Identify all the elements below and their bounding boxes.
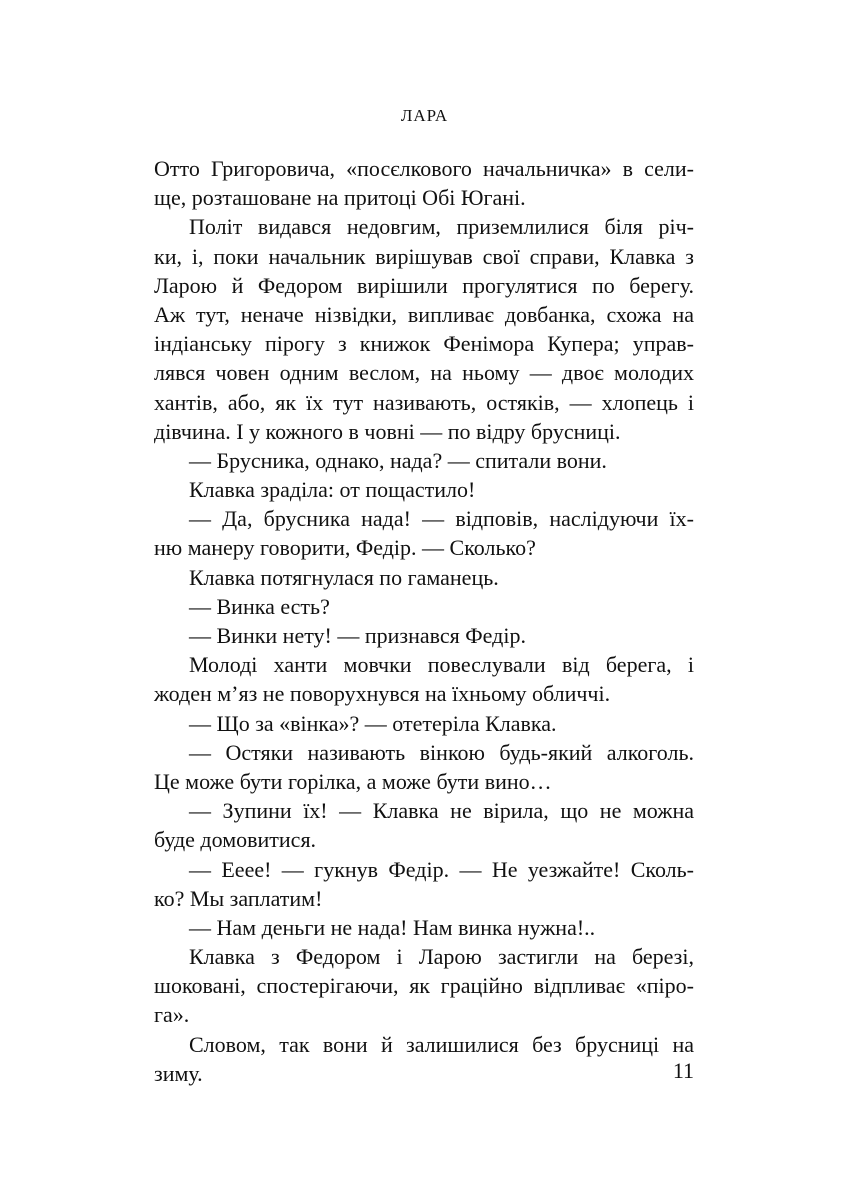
- text-line: Політ видався недовгим, приземлилися біля річ-: [189, 214, 694, 240]
- body-text: [154, 154, 694, 1088]
- text-line: га».: [154, 1002, 190, 1028]
- text-line: — Брусника, однако, нада? — спитали вони.: [189, 447, 607, 473]
- text-line: — Нам деньги не нада! Нам винка нужна!..: [189, 914, 596, 940]
- text-line: Отто Григоровича, «посєлкового начальничка» в сели-: [154, 156, 694, 181]
- text-line: Аж тут, неначе нізвідки, випливає довбанка, схожа на: [154, 301, 694, 327]
- text-line: індіанську пірогу з книжок Фенімора Купера; управ-: [154, 331, 694, 357]
- text-line: буде домовитися.: [154, 827, 317, 853]
- page-number: 11: [672, 1058, 694, 1083]
- text-line: Ларою й Федором вирішили прогулятися по берегу.: [154, 272, 694, 298]
- text-line: ню манеру говорити, Федір. — Сколько?: [154, 535, 536, 561]
- text-line: — Остяки називають вінкою будь-який алкоголь.: [189, 739, 694, 765]
- text-line: — Да, брусника нада! — відповів, наслідуючи їх-: [189, 506, 694, 532]
- text-line: зиму.: [154, 1060, 203, 1086]
- text-line: — Винки нету! — признався Федір.: [189, 623, 526, 648]
- text-line: Клавка зраділа: от пощастило!: [189, 477, 476, 503]
- running-head: ЛАРА: [400, 106, 449, 125]
- text-line: Клавка з Федором і Ларою застигли на березі,: [189, 944, 694, 970]
- text-line: ще, розташоване на притоці Обі Югані.: [154, 185, 526, 211]
- text-line: — Винка есть?: [189, 593, 330, 619]
- text-line: ко? Мы заплатим!: [154, 885, 323, 911]
- text-line: Молоді ханти мовчки повеслували від берега, і: [189, 652, 694, 678]
- text-line: жоден м’яз не поворухнувся на їхньому обличчі.: [154, 681, 611, 707]
- text-line: — Зупини їх! — Клавка не вірила, що не можна: [189, 798, 694, 824]
- text-line: — Ееее! — гукнув Федір. — Не уезжайте! Сколь-: [189, 856, 694, 882]
- text-line: лявся човен одним веслом, на ньому — двоє молодих: [154, 360, 694, 386]
- text-line: шоковані, спостерігаючи, як граційно відпливає «піро-: [154, 973, 694, 999]
- text-line: Клавка потягнулася по гаманець.: [189, 564, 499, 590]
- text-line: ки, і, поки начальник вирішував свої справи, Клавка з: [154, 243, 694, 269]
- text-line: Це може бути горілка, а може бути вино…: [154, 768, 552, 794]
- text-line: хантів, або, як їх тут називають, остяків, — хлопець і: [154, 389, 694, 415]
- text-line: — Що за «вінка»? — отетеріла Клавка.: [189, 710, 557, 736]
- text-line: Словом, так вони й залишилися без брусниці на: [189, 1031, 694, 1057]
- text-line: дівчина. І у кожного в човні — по відру брусниці.: [154, 418, 621, 444]
